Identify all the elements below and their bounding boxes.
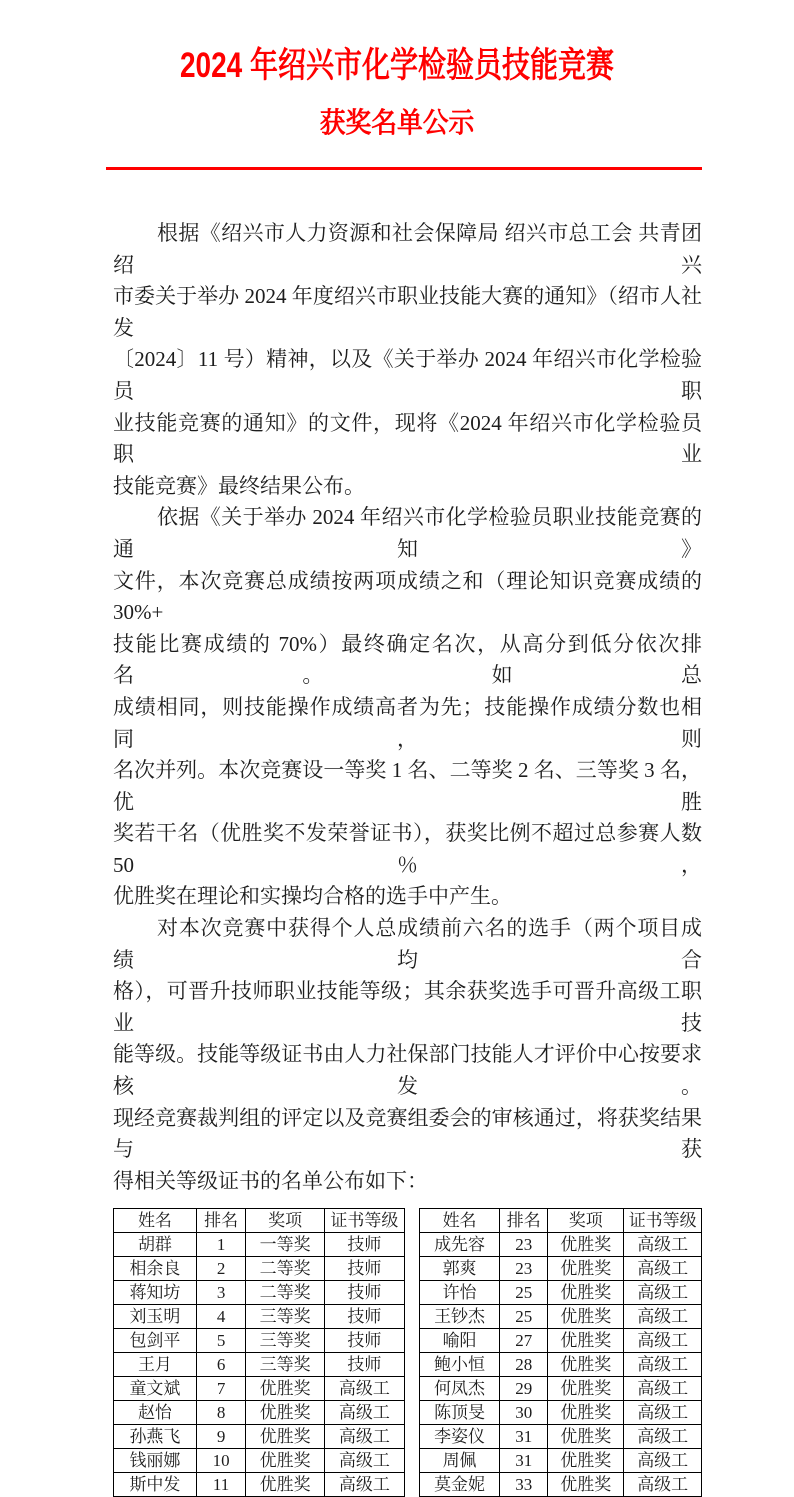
table-header-row: [419, 1209, 701, 1233]
award-cell: 优胜奖: [246, 1401, 325, 1425]
rank-cell: 11: [196, 1473, 245, 1497]
name-cell: 鲍小恒: [419, 1353, 499, 1377]
table-row: [419, 1473, 701, 1497]
award-cell: 优胜奖: [246, 1425, 325, 1449]
paragraph: [113, 502, 702, 913]
name-cell: 莫金妮: [419, 1473, 499, 1497]
table-row: [419, 1233, 701, 1257]
cert-cell: 高级工: [624, 1473, 702, 1497]
column-header-name-cell: 姓名: [114, 1209, 197, 1233]
name-cell: 相余良: [114, 1257, 197, 1281]
cert-cell: 高级工: [624, 1401, 702, 1425]
table-row: [419, 1329, 701, 1353]
rank-cell: 6: [196, 1353, 245, 1377]
paragraph-line: 优胜奖在理论和实操均合格的选手中产生。: [113, 884, 512, 909]
award-cell: 三等奖: [246, 1329, 325, 1353]
name-cell: 郭爽: [419, 1257, 499, 1281]
paragraph-line: 能等级。技能等级证书由人力社保部门技能人才评价中心按要求核发。: [113, 1042, 702, 1099]
table-row: [114, 1425, 405, 1449]
award-cell: 二等奖: [246, 1281, 325, 1305]
document-content: [0, 218, 702, 1497]
award-cell: 优胜奖: [548, 1281, 624, 1305]
name-cell: 刘玉明: [114, 1305, 197, 1329]
rank-cell: 31: [500, 1449, 548, 1473]
name-cell: 包剑平: [114, 1329, 197, 1353]
name-cell: 陈顶旻: [419, 1401, 499, 1425]
rank-cell: 5: [196, 1329, 245, 1353]
paragraph-line: 名次并列。本次竞赛设一等奖 1 名、二等奖 2 名、三等奖 3 名，优胜: [113, 758, 702, 814]
award-tables-section: [113, 1208, 702, 1497]
paragraph-line: 得相关等级证书的名单公布如下：: [113, 1168, 428, 1193]
rank-cell: 31: [500, 1425, 548, 1449]
name-cell: 胡群: [114, 1233, 197, 1257]
cert-cell: 高级工: [624, 1305, 702, 1329]
table-row: [419, 1353, 701, 1377]
document-body: [113, 218, 702, 1197]
rank-cell: 33: [500, 1473, 548, 1497]
award-cell: 三等奖: [246, 1353, 325, 1377]
name-cell: 童文斌: [114, 1377, 197, 1401]
table-header-row: [114, 1209, 405, 1233]
rank-cell: 29: [500, 1377, 548, 1401]
paragraph-line: 成绩相同，则技能操作成绩高者为先；技能操作成绩分数也相同，则: [113, 694, 702, 751]
award-table-right: [419, 1208, 702, 1497]
rank-cell: 3: [196, 1281, 245, 1305]
name-cell: 李姿仪: [419, 1425, 499, 1449]
rank-cell: 7: [196, 1377, 245, 1401]
table-row: [419, 1401, 701, 1425]
paragraph-line: 业技能竞赛的通知》的文件，现将《2024 年绍兴市化学检验员职业: [113, 410, 702, 467]
cert-cell: 技师: [324, 1257, 404, 1281]
rank-cell: 4: [196, 1305, 245, 1329]
cert-cell: 技师: [324, 1353, 404, 1377]
award-table-left: [113, 1208, 405, 1497]
name-cell: 成先容: [419, 1233, 499, 1257]
rank-cell: 23: [500, 1233, 548, 1257]
cert-cell: 高级工: [324, 1401, 404, 1425]
cert-cell: 高级工: [324, 1449, 404, 1473]
award-cell: 优胜奖: [548, 1257, 624, 1281]
name-cell: 蒋知坊: [114, 1281, 197, 1305]
table-row: [114, 1257, 405, 1281]
paragraph-line: 对本次竞赛中获得个人总成绩前六名的选手（两个项目成绩均合: [113, 916, 702, 972]
table-row: [114, 1305, 405, 1329]
award-cell: 优胜奖: [548, 1329, 624, 1353]
rank-cell: 25: [500, 1305, 548, 1329]
name-cell: 王钞杰: [419, 1305, 499, 1329]
rank-cell: 1: [196, 1233, 245, 1257]
award-cell: 优胜奖: [548, 1305, 624, 1329]
document-header: [0, 0, 794, 140]
paragraph-line: 〔2024〕11 号）精神，以及《关于举办 2024 年绍兴市化学检验员职: [113, 347, 702, 403]
paragraph-line: 现经竞赛裁判组的评定以及竞赛组委会的审核通过，将获奖结果与获: [113, 1105, 702, 1162]
cert-cell: 高级工: [624, 1377, 702, 1401]
rank-cell: 8: [196, 1401, 245, 1425]
table-row: [114, 1233, 405, 1257]
paragraph-line: 依据《关于举办 2024 年绍兴市化学检验员职业技能竞赛的通知》: [113, 505, 702, 561]
name-cell: 许怡: [419, 1281, 499, 1305]
award-cell: 优胜奖: [548, 1353, 624, 1377]
cert-cell: 高级工: [624, 1281, 702, 1305]
table-row: [114, 1377, 405, 1401]
rank-cell: 27: [500, 1329, 548, 1353]
cert-cell: 高级工: [624, 1425, 702, 1449]
award-cell: 优胜奖: [548, 1377, 624, 1401]
cert-cell: 高级工: [624, 1233, 702, 1257]
rank-cell: 28: [500, 1353, 548, 1377]
paragraph: [113, 218, 702, 502]
cert-cell: 技师: [324, 1305, 404, 1329]
cert-cell: 高级工: [624, 1329, 702, 1353]
document-title-line1: 2024 年绍兴市化学检验员技能竞赛: [179, 46, 615, 85]
name-cell: 斯中发: [114, 1473, 197, 1497]
table-row: [114, 1449, 405, 1473]
table-row: [419, 1305, 701, 1329]
column-header-award-cell: 奖项: [246, 1209, 325, 1233]
cert-cell: 技师: [324, 1233, 404, 1257]
name-cell: 赵怡: [114, 1401, 197, 1425]
award-cell: 二等奖: [246, 1257, 325, 1281]
name-cell: 孙燕飞: [114, 1425, 197, 1449]
rank-cell: 10: [196, 1449, 245, 1473]
cert-cell: 技师: [324, 1281, 404, 1305]
paragraph-line: 市委关于举办 2024 年度绍兴市职业技能大赛的通知》（绍市人社发: [113, 284, 702, 340]
name-cell: 周佩: [419, 1449, 499, 1473]
paragraph: [113, 913, 702, 1197]
cert-cell: 高级工: [324, 1377, 404, 1401]
table-row: [114, 1281, 405, 1305]
cert-cell: 技师: [324, 1329, 404, 1353]
award-cell: 优胜奖: [548, 1425, 624, 1449]
award-cell: 三等奖: [246, 1305, 325, 1329]
award-cell: 优胜奖: [548, 1401, 624, 1425]
paragraph-line: 技能比赛成绩的 70%）最终确定名次，从高分到低分依次排名。如总: [113, 631, 702, 688]
table-row: [419, 1377, 701, 1401]
cert-cell: 高级工: [324, 1473, 404, 1497]
column-header-award-cell: 奖项: [548, 1209, 624, 1233]
title-divider-line: [106, 167, 702, 170]
cert-cell: 高级工: [624, 1257, 702, 1281]
award-cell: 优胜奖: [548, 1449, 624, 1473]
rank-cell: 9: [196, 1425, 245, 1449]
table-row: [419, 1449, 701, 1473]
name-cell: 王月: [114, 1353, 197, 1377]
award-cell: 优胜奖: [246, 1449, 325, 1473]
paragraph-line: 文件，本次竞赛总成绩按两项成绩之和（理论知识竞赛成绩的 30%+: [113, 568, 702, 625]
name-cell: 喻阳: [419, 1329, 499, 1353]
cert-cell: 高级工: [624, 1353, 702, 1377]
paragraph-line: 根据《绍兴市人力资源和社会保障局 绍兴市总工会 共青团绍兴: [113, 221, 702, 277]
paragraph-line: 技能竞赛》最终结果公布。: [113, 473, 365, 498]
award-cell: 优胜奖: [246, 1473, 325, 1497]
column-header-cert-cell: 证书等级: [324, 1209, 404, 1233]
award-cell: 优胜奖: [548, 1473, 624, 1497]
table-row: [114, 1353, 405, 1377]
table-row: [419, 1425, 701, 1449]
table-row: [114, 1329, 405, 1353]
rank-cell: 30: [500, 1401, 548, 1425]
column-header-rank-cell: 排名: [196, 1209, 245, 1233]
rank-cell: 25: [500, 1281, 548, 1305]
table-row: [114, 1401, 405, 1425]
award-cell: 优胜奖: [246, 1377, 325, 1401]
table-row: [114, 1473, 405, 1497]
name-cell: 何凤杰: [419, 1377, 499, 1401]
rank-cell: 23: [500, 1257, 548, 1281]
document-title-line2: 获奖名单公示: [319, 107, 475, 138]
cert-cell: 高级工: [324, 1425, 404, 1449]
paragraph-line: 奖若干名（优胜奖不发荣誉证书），获奖比例不超过总参赛人数 50％，: [113, 821, 702, 877]
column-header-rank-cell: 排名: [500, 1209, 548, 1233]
cert-cell: 高级工: [624, 1449, 702, 1473]
paragraph-line: 格），可晋升技师职业技能等级；其余获奖选手可晋升高级工职业技: [113, 979, 702, 1035]
name-cell: 钱丽娜: [114, 1449, 197, 1473]
award-cell: 优胜奖: [548, 1233, 624, 1257]
column-header-cert-cell: 证书等级: [624, 1209, 702, 1233]
award-cell: 一等奖: [246, 1233, 325, 1257]
rank-cell: 2: [196, 1257, 245, 1281]
column-header-name-cell: 姓名: [419, 1209, 499, 1233]
table-row: [419, 1281, 701, 1305]
table-row: [419, 1257, 701, 1281]
